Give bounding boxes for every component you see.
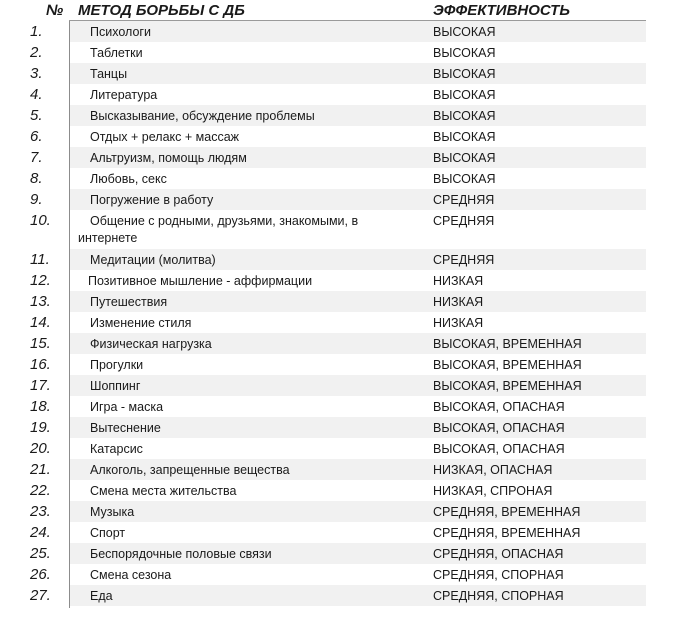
row-method: Еда (90, 589, 113, 603)
row-method: Психологи (90, 25, 151, 39)
table-body (0, 21, 693, 606)
row-effectiveness: СРЕДНЯЯ, СПОРНАЯ (433, 568, 564, 582)
row-number: 14. (30, 314, 51, 331)
row-number: 18. (30, 398, 51, 415)
row-method: Отдых + релакс + массаж (90, 130, 240, 144)
row-number: 5. (30, 107, 43, 124)
row-number: 7. (30, 149, 43, 166)
row-number: 11. (30, 251, 50, 268)
table-header (0, 0, 693, 22)
row-effectiveness: ВЫСОКАЯ (433, 46, 496, 60)
row-number: 2. (30, 44, 43, 61)
table-row (0, 168, 693, 189)
row-number: 26. (30, 566, 51, 583)
row-number: 22. (30, 482, 51, 499)
row-method: Общение с родными, друзьями, знакомыми, в (90, 214, 359, 228)
row-effectiveness: ВЫСОКАЯ, ВРЕМЕННАЯ (433, 337, 582, 351)
row-method: Музыка (90, 505, 135, 519)
row-number: 3. (30, 65, 43, 82)
row-effectiveness: ВЫСОКАЯ, ВРЕМЕННАЯ (433, 379, 582, 393)
table-row (0, 354, 693, 375)
row-method: Катарсис (90, 442, 143, 456)
table-row (0, 189, 693, 210)
row-effectiveness: СРЕДНЯЯ, СПОРНАЯ (433, 589, 564, 603)
row-method: Спорт (90, 526, 126, 540)
table-row (0, 312, 693, 333)
row-effectiveness: НИЗКАЯ, СПРОНАЯ (433, 484, 553, 498)
row-effectiveness: СРЕДНЯЯ, ВРЕМЕННАЯ (433, 505, 581, 519)
row-effectiveness: СРЕДНЯЯ (433, 253, 495, 267)
header-method: МЕТОД БОРЬБЫ С ДБ (78, 2, 245, 19)
row-number: 6. (30, 128, 43, 145)
table-row (0, 522, 693, 543)
header-number: № (46, 2, 64, 19)
table-row (0, 210, 693, 249)
table-row (0, 270, 693, 291)
row-effectiveness: НИЗКАЯ, ОПАСНАЯ (433, 463, 553, 477)
row-method: Вытеснение (90, 421, 161, 435)
table-row (0, 105, 693, 126)
header-effectiveness: ЭФФЕКТИВНОСТЬ (433, 2, 570, 19)
row-method: Медитации (молитва) (90, 253, 216, 267)
row-method: Позитивное мышление - аффирмации (88, 274, 313, 288)
row-method: Таблетки (90, 46, 143, 60)
row-method: Физическая нагрузка (90, 337, 212, 351)
row-method: Беспорядочные половые связи (90, 547, 272, 561)
table-row (0, 417, 693, 438)
row-number: 10. (30, 212, 51, 229)
row-number: 19. (30, 419, 51, 436)
row-effectiveness: ВЫСОКАЯ (433, 172, 496, 186)
row-number: 13. (30, 293, 51, 310)
row-number: 9. (30, 191, 43, 208)
table-row (0, 459, 693, 480)
row-number: 4. (30, 86, 43, 103)
table-row (0, 333, 693, 354)
row-method: Танцы (90, 67, 128, 81)
table-row (0, 147, 693, 168)
row-effectiveness: ВЫСОКАЯ (433, 67, 496, 81)
row-method: Шоппинг (90, 379, 141, 393)
row-number: 24. (30, 524, 51, 541)
row-effectiveness: ВЫСОКАЯ, ВРЕМЕННАЯ (433, 358, 582, 372)
row-number: 27. (30, 587, 51, 604)
row-effectiveness: НИЗКАЯ (433, 274, 484, 288)
row-number: 12. (30, 272, 51, 289)
row-effectiveness: СРЕДНЯЯ (433, 193, 495, 207)
row-number: 20. (30, 440, 51, 457)
row-number: 16. (30, 356, 51, 373)
row-method: Игра - маска (90, 400, 164, 414)
table-row (0, 63, 693, 84)
row-number: 1. (30, 23, 43, 40)
row-effectiveness: ВЫСОКАЯ, ОПАСНАЯ (433, 442, 565, 456)
row-method: Высказывание, обсуждение проблемы (90, 109, 315, 123)
table-row (0, 501, 693, 522)
table-row (0, 396, 693, 417)
row-number: 21. (30, 461, 51, 478)
row-method: Альтруизм, помощь людям (90, 151, 247, 165)
row-effectiveness: ВЫСОКАЯ (433, 130, 496, 144)
row-effectiveness: ВЫСОКАЯ, ОПАСНАЯ (433, 400, 565, 414)
row-method: Изменение стиля (90, 316, 192, 330)
row-number: 17. (30, 377, 51, 394)
row-effectiveness: СРЕДНЯЯ, ОПАСНАЯ (433, 547, 564, 561)
row-method: Погружение в работу (90, 193, 214, 207)
row-effectiveness: ВЫСОКАЯ, ОПАСНАЯ (433, 421, 565, 435)
row-effectiveness: СРЕДНЯЯ, ВРЕМЕННАЯ (433, 526, 581, 540)
row-method: Прогулки (90, 358, 144, 372)
row-effectiveness: ВЫСОКАЯ (433, 25, 496, 39)
table-row (0, 564, 693, 585)
row-number: 23. (30, 503, 51, 520)
table-row (0, 543, 693, 564)
row-method: Смена сезона (90, 568, 172, 582)
table-row (0, 291, 693, 312)
table-row (0, 42, 693, 63)
row-method: Смена места жительства (90, 484, 237, 498)
table-row (0, 585, 693, 606)
row-method: Литература (90, 88, 158, 102)
row-effectiveness: НИЗКАЯ (433, 295, 484, 309)
table-row (0, 480, 693, 501)
row-method: Любовь, секс (90, 172, 167, 186)
row-number: 8. (30, 170, 43, 187)
row-effectiveness: ВЫСОКАЯ (433, 151, 496, 165)
row-method: Алкоголь, запрещенные вещества (90, 463, 290, 477)
row-method: Путешествия (90, 295, 168, 309)
row-effectiveness: ВЫСОКАЯ (433, 88, 496, 102)
table-row (0, 375, 693, 396)
table-row (0, 84, 693, 105)
table-row (0, 126, 693, 147)
table-row (0, 21, 693, 42)
row-number: 15. (30, 335, 51, 352)
table-row (0, 438, 693, 459)
row-effectiveness: СРЕДНЯЯ (433, 214, 495, 228)
row-number: 25. (30, 545, 51, 562)
table-row (0, 249, 693, 270)
row-method-continuation: интернете (78, 231, 138, 245)
row-effectiveness: НИЗКАЯ (433, 316, 484, 330)
row-effectiveness: ВЫСОКАЯ (433, 109, 496, 123)
